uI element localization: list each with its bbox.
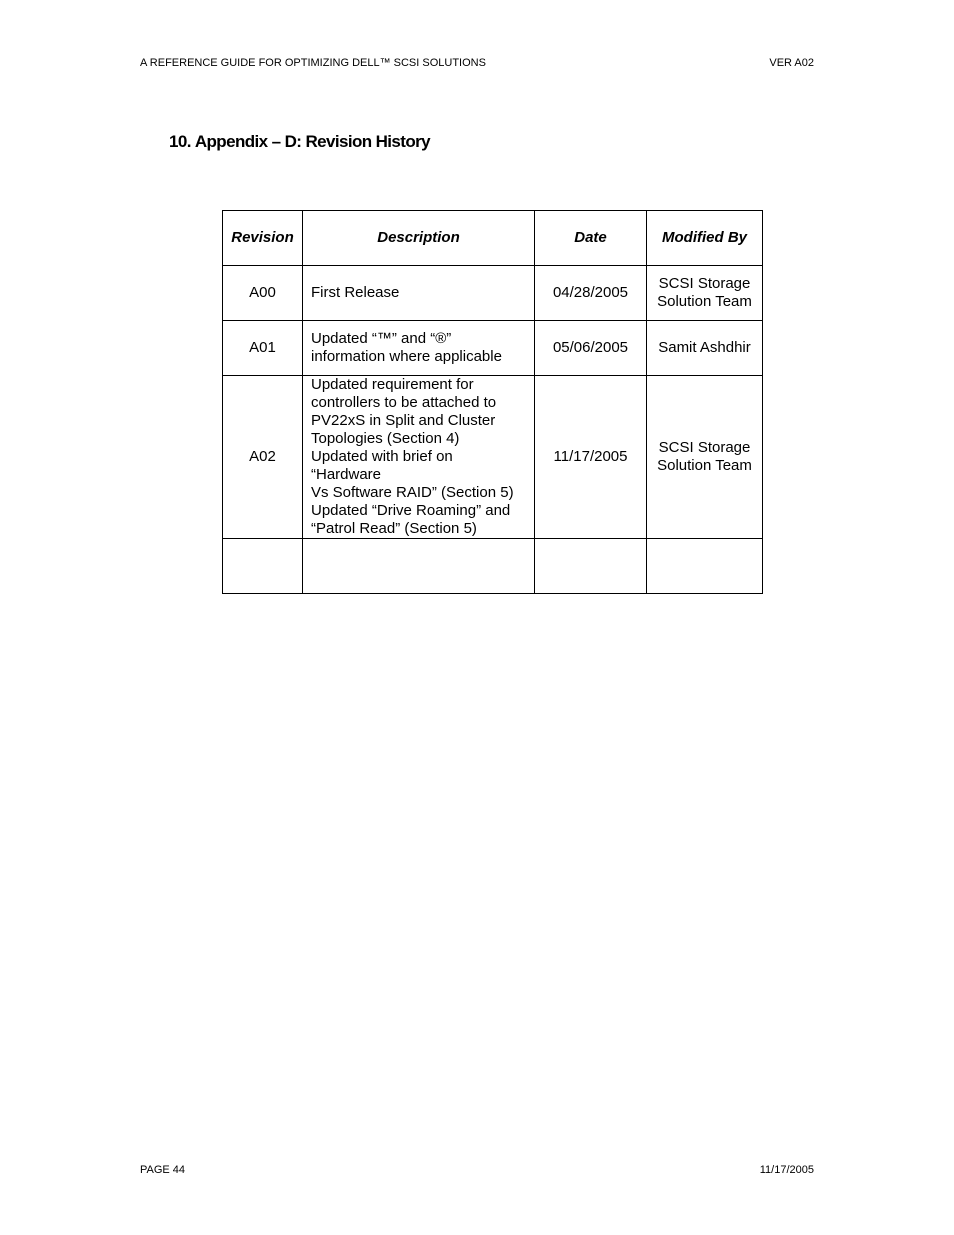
section-number: 10.: [169, 132, 191, 151]
cell-modified-by: [647, 539, 763, 594]
cell-description: [303, 539, 535, 594]
description-line: Updated requirement for: [311, 376, 474, 393]
modified-by-line: SCSI Storage: [658, 439, 751, 456]
modified-by-line: SCSI Storage: [658, 275, 751, 292]
column-header-date: Date: [535, 211, 647, 266]
table-row: [223, 266, 763, 321]
table-row: [223, 376, 763, 539]
cell-description: [303, 321, 535, 376]
description-line: First Release: [311, 284, 400, 301]
table-row: [223, 321, 763, 376]
description-line: controllers to be attached to: [311, 394, 497, 411]
cell-date: 11/17/2005: [535, 376, 647, 539]
cell-revision: A00: [223, 266, 303, 321]
description-line: Updated “Drive Roaming” and: [311, 502, 511, 519]
cell-modified-by: [647, 376, 763, 539]
description-line: Topologies (Section 4): [311, 430, 460, 447]
modified-by-line: Solution Team: [657, 293, 752, 310]
cell-description: [303, 266, 535, 321]
description-line: information where applicable: [311, 348, 502, 365]
revision-history-table: [222, 210, 763, 594]
description-line: Updated with brief on “Hardware: [311, 448, 453, 483]
section-title-text: Appendix – D: Revision History: [194, 132, 431, 151]
cell-date: 04/28/2005: [535, 266, 647, 321]
description-line: Updated “™” and “®”: [311, 330, 452, 347]
column-header-modified-by: Modified By: [647, 211, 763, 266]
cell-revision: [223, 539, 303, 594]
description-line: Vs Software RAID” (Section 5): [311, 484, 514, 501]
cell-description: [303, 376, 535, 539]
cell-revision: A02: [223, 376, 303, 539]
column-header-revision: Revision: [223, 211, 303, 266]
table-row-empty: [223, 539, 763, 594]
cell-modified-by: [647, 266, 763, 321]
column-header-description: Description: [303, 211, 535, 266]
table-header-row: [223, 211, 763, 266]
running-header-title: A REFERENCE GUIDE FOR OPTIMIZING DELL™ SCSI SOLUTIONS: [140, 57, 486, 69]
description-line: “Patrol Read” (Section 5): [311, 520, 477, 537]
footer-date: 11/17/2005: [759, 1164, 814, 1176]
cell-date: [535, 539, 647, 594]
modified-by-line: Samit Ashdhir: [658, 339, 751, 356]
description-line: PV22xS in Split and Cluster: [311, 412, 496, 429]
running-header-version: VER A02: [769, 57, 814, 69]
cell-date: 05/06/2005: [535, 321, 647, 376]
modified-by-line: Solution Team: [657, 457, 752, 474]
page-number: PAGE 44: [140, 1164, 186, 1176]
section-heading: [169, 132, 430, 152]
cell-modified-by: [647, 321, 763, 376]
cell-revision: A01: [223, 321, 303, 376]
